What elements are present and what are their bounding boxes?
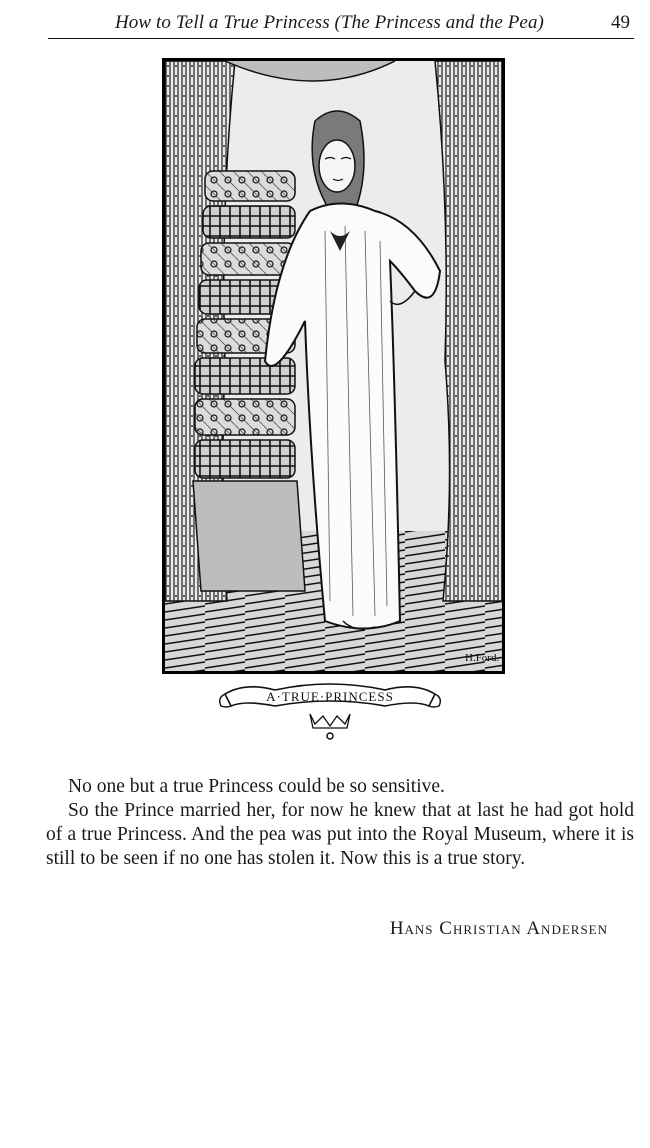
- page-number: 49: [611, 12, 630, 33]
- paragraph: So the Prince married her, for now he knew that at last he had got hold of a true Princess. And the pea was put into the Royal Museum, where it is still to be seen if no one has stolen it. Now this is a true story.: [46, 800, 634, 869]
- crown-icon: [310, 714, 350, 728]
- princess-illustration: [162, 58, 505, 674]
- author-signature: Hans Christian Andersen: [389, 918, 608, 939]
- running-title: How to Tell a True Princess (The Princess and the Pea): [114, 12, 544, 33]
- caption-banner: [215, 676, 445, 742]
- story-text: [46, 775, 634, 871]
- paragraph: No one but a true Princess could be so sensitive.: [68, 776, 445, 797]
- running-header: [48, 8, 634, 39]
- princess-illustration-drawing: [165, 61, 502, 671]
- illustration-caption: A·TRUE·PRINCESS: [266, 689, 394, 704]
- caption-banner-scroll: [215, 676, 445, 742]
- artist-monogram: H.Ford.: [465, 652, 500, 664]
